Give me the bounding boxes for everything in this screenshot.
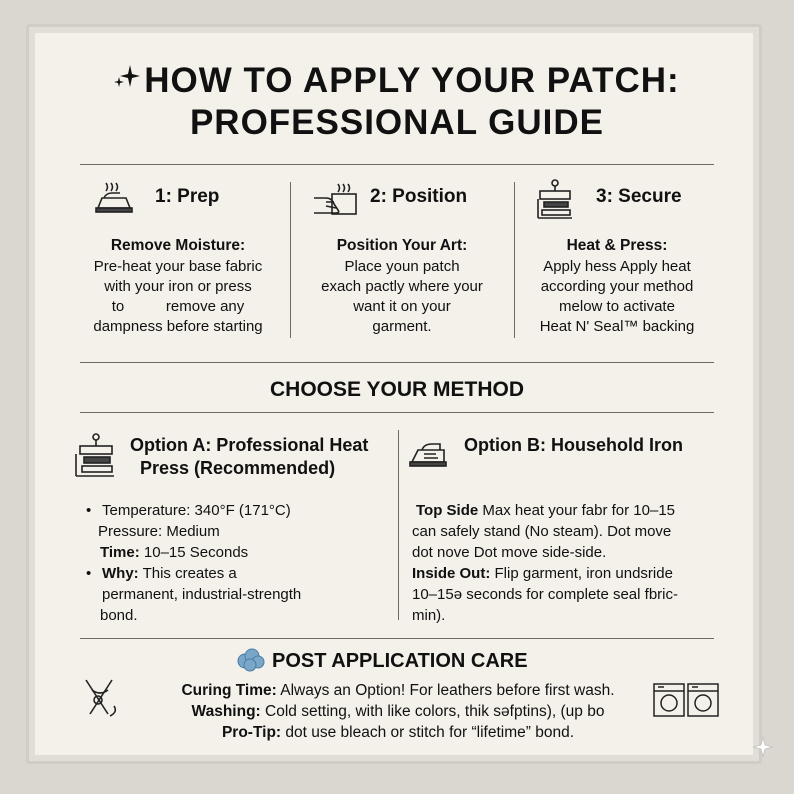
step-1-title: 1: Prep <box>155 186 220 207</box>
cloud-icon <box>236 647 266 678</box>
option-b-list <box>412 500 712 626</box>
step-3-line: Heat N' Seal™ backing <box>539 318 695 335</box>
care-text <box>150 680 646 743</box>
why-label: Why: <box>102 565 139 582</box>
list-item <box>412 500 712 521</box>
list-item: • Temperature: 340°F (171°C) <box>86 502 291 519</box>
step-3-title: 3: Secure <box>596 186 682 207</box>
heat-press-icon <box>532 178 578 222</box>
step-3-heading: Heat & Press: <box>566 237 668 254</box>
washing-value: Cold setting, with like colors, thik səfptins), (up bo <box>260 703 605 720</box>
top-side-line: can safely stand (No steam). Dot move <box>412 523 672 540</box>
temperature-text: Temperature: 340°F (171°C) <box>102 502 291 519</box>
step-3-text <box>522 236 712 337</box>
option-b-title: Option B: Household Iron <box>464 435 683 455</box>
inside-out-line: 10–15ə seconds for complete seal fbric- <box>412 586 678 603</box>
protip-value: dot use bleach or stitch for “lifetime” bond. <box>281 724 575 741</box>
iron-steam-icon <box>92 180 136 218</box>
care-line <box>150 680 646 701</box>
option-a-title <box>130 434 368 480</box>
time-value: 10–15 Seconds <box>139 544 249 561</box>
top-side-label: Top Side <box>416 502 479 519</box>
step-3-line: Apply hess Apply heat <box>543 258 691 275</box>
iron-icon <box>408 440 450 470</box>
time-label: Time: <box>100 544 140 561</box>
list-item <box>86 542 386 563</box>
method-heading: CHOOSE YOUR METHOD <box>270 378 524 401</box>
inside-out-value: Flip garment, iron undsride <box>490 565 673 582</box>
step-2-line: Place youn patch <box>344 258 460 275</box>
divider-mid <box>80 362 714 363</box>
care-heading: POST APPLICATION CARE <box>272 650 528 672</box>
divider-care <box>80 638 714 639</box>
top-side-value: Max heat your fabr for 10–15 <box>478 502 676 519</box>
list-item <box>412 563 712 584</box>
step-2-line: garment. <box>372 318 432 335</box>
washing-label: Washing: <box>191 703 261 720</box>
curing-value: Always an Option! For leathers before first wash. <box>276 682 615 699</box>
step-3-line: according your method <box>540 278 694 295</box>
why-line: permanent, industrial-strength <box>102 586 302 603</box>
step-2-text <box>300 236 504 337</box>
care-line <box>150 722 646 743</box>
step-2-line: want it on your <box>353 298 451 315</box>
divider-top <box>80 164 714 165</box>
step-1-text <box>78 236 278 337</box>
washing-machine-icon <box>652 682 720 718</box>
page-title-line2: PROFESSIONAL GUIDE <box>189 103 605 142</box>
step-2-title: 2: Position <box>370 186 468 207</box>
inside-out-label: Inside Out: <box>412 565 491 582</box>
step-2-line: exach pactly where your <box>321 278 483 295</box>
option-a-list <box>86 500 386 626</box>
list-item <box>86 521 386 542</box>
pressure-value: Medium <box>162 523 220 540</box>
hand-patch-icon <box>312 180 360 220</box>
heat-press-icon <box>70 432 120 480</box>
divider-options <box>398 430 399 620</box>
sparkle-watermark-icon <box>752 736 774 763</box>
inside-out-line: min). <box>412 607 446 624</box>
page-title-line1: HOW TO APPLY YOUR PATCH: <box>144 61 680 100</box>
divider-col-2 <box>514 182 515 338</box>
sewing-needle-icon <box>78 676 122 720</box>
step-1-line: to remove any <box>111 298 245 315</box>
step-3-line: melow to activate <box>559 298 675 315</box>
option-a-title-line1: Option A: Professional Heat <box>130 435 369 455</box>
step-2-heading: Position Your Art: <box>336 237 468 254</box>
page-title <box>0 60 794 144</box>
step-1-line: Pre-heat your base fabric <box>93 258 263 275</box>
divider-col-1 <box>290 182 291 338</box>
top-side-line: dot nove Dot move side-side. <box>412 544 607 561</box>
pressure-label: Pressure: <box>98 523 163 540</box>
list-item: • Why: This creates a <box>86 565 237 582</box>
why-line: bond. <box>100 607 138 624</box>
divider-method <box>80 412 714 413</box>
option-a-title-line2: Press (Recommended) <box>140 458 336 478</box>
care-line <box>150 701 646 722</box>
step-1-line: dampness before starting <box>93 318 263 335</box>
step-1-line: with your iron or press <box>104 278 252 295</box>
why-value: This creates a <box>138 565 237 582</box>
protip-label: Pro-Tip: <box>221 724 282 741</box>
curing-label: Curing Time: <box>181 682 277 699</box>
step-1-heading: Remove Moisture: <box>110 237 246 254</box>
